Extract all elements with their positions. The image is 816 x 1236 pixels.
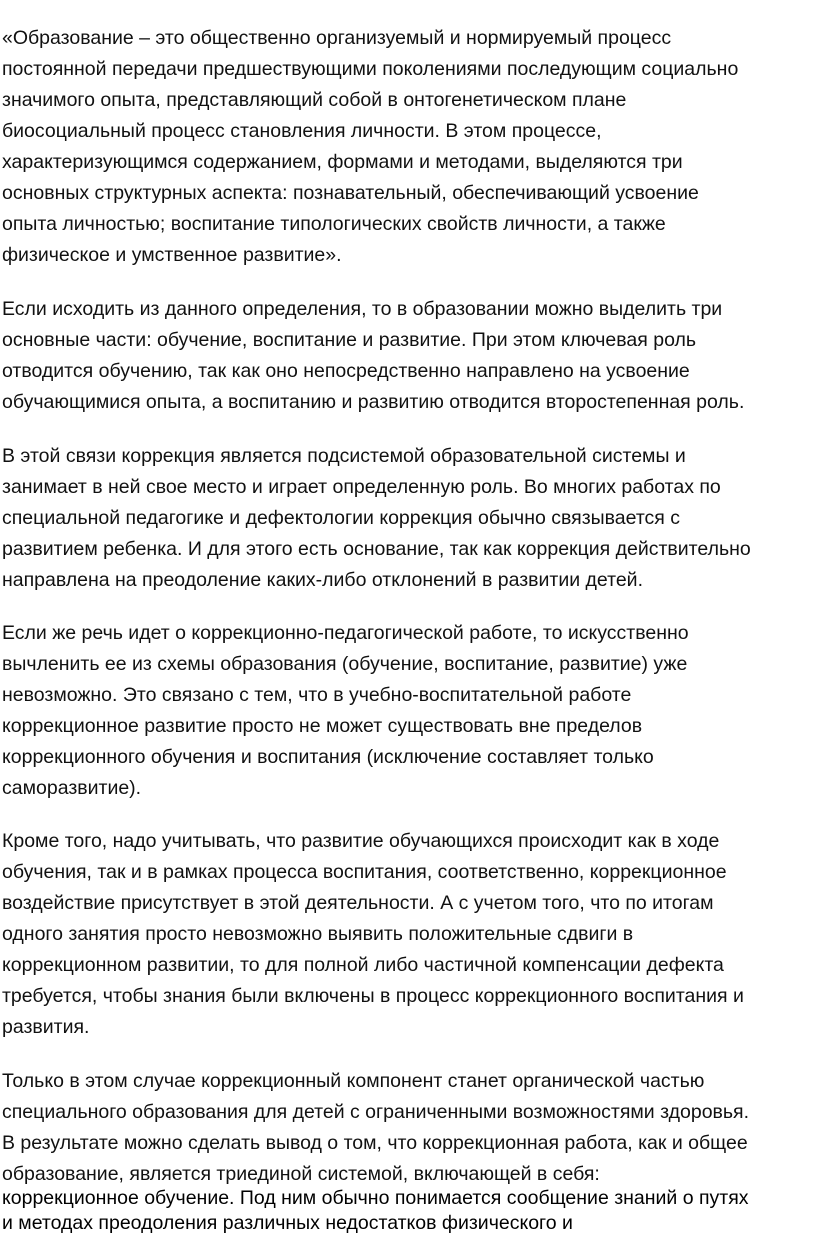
paragraph-5: [2, 826, 814, 1043]
text-line: направлена на преодоление каких-либо отклонений в развитии детей.: [2, 569, 643, 591]
text-line: В результате можно сделать вывод о том, что коррекционная работа, как и общее: [2, 1132, 748, 1154]
text-line: специальной педагогике и дефектологии коррекция обычно связывается с: [2, 507, 681, 529]
paragraph-4: [2, 618, 814, 804]
text-line: обучающимися опыта, а воспитанию и развитию отводится второстепенная роль.: [2, 391, 745, 413]
paragraph-1: [2, 23, 814, 271]
text-line: биосоциальный процесс становления личности. В этом процессе,: [2, 120, 602, 142]
text-line: занимает в ней свое место и играет определенную роль. Во многих работах по: [2, 476, 721, 498]
text-line: Если исходить из данного определения, то в образовании можно выделить три: [2, 298, 723, 320]
text-line: физическое и умственное развитие».: [2, 244, 342, 266]
text-line: развитием ребенка. И для этого есть основание, так как коррекция действительно: [2, 538, 751, 560]
text-line: коррекционное развитие просто не может существовать вне пределов: [2, 715, 643, 737]
text-line: постоянной передачи предшествующими поколениями последующим социально: [2, 58, 739, 80]
text-line: коррекционном развитии, то для полной либо частичной компенсации дефекта: [2, 954, 724, 976]
text-line: воздействие присутствует в этой деятельности. А с учетом того, что по итогам: [2, 892, 714, 914]
text-line: В этой связи коррекция является подсистемой образовательной системы и: [2, 445, 686, 467]
text-line: коррекционное обучение. Под ним обычно понимается сообщение знаний о путях: [2, 1187, 749, 1209]
list-item-correctional-training: [2, 1186, 814, 1236]
text-line: развития.: [2, 1016, 90, 1038]
text-line: характеризующимся содержанием, формами и методами, выделяются три: [2, 151, 683, 173]
text-line: специального образования для детей с ограниченными возможностями здоровья.: [2, 1101, 750, 1123]
text-line: опыта личностью; воспитание типологических свойств личности, а также: [2, 213, 666, 235]
text-line: отводится обучению, так как оно непосредственно направлено на усвоение: [2, 360, 690, 382]
paragraph-2: [2, 294, 814, 418]
text-line: вычленить ее из схемы образования (обучение, воспитание, развитие) уже: [2, 653, 688, 675]
text-line: основные части: обучение, воспитание и развитие. При этом ключевая роль: [2, 329, 697, 351]
paragraph-3: [2, 441, 814, 596]
text-line: требуется, чтобы знания были включены в процесс коррекционного воспитания и: [2, 985, 744, 1007]
text-line: образование, является триединой системой, включающей в себя:: [2, 1163, 600, 1185]
text-line: невозможно. Это связано с тем, что в учебно-воспитательной работе: [2, 684, 632, 706]
text-line: «Образование – это общественно организуемый и нормируемый процесс: [2, 27, 672, 49]
text-line: и методах преодоления различных недостатков физического и: [2, 1212, 573, 1234]
text-line: Если же речь идет о коррекционно-педагогической работе, то искусственно: [2, 622, 689, 644]
paragraph-6: [2, 1066, 814, 1190]
text-line: основных структурных аспекта: познавательный, обеспечивающий усвоение: [2, 182, 699, 204]
text-line: Кроме того, надо учитывать, что развитие обучающихся происходит как в ходе: [2, 830, 720, 852]
text-line: обучения, так и в рамках процесса воспитания, соответственно, коррекционное: [2, 861, 727, 883]
text-line: значимого опыта, представляющий собой в онтогенетическом плане: [2, 89, 627, 111]
text-line: коррекционного обучения и воспитания (исключение составляет только: [2, 746, 654, 768]
text-line: Только в этом случае коррекционный компонент станет органической частью: [2, 1070, 705, 1092]
text-line: саморазвитие).: [2, 777, 142, 799]
text-line: одного занятия просто невозможно выявить положительные сдвиги в: [2, 923, 634, 945]
